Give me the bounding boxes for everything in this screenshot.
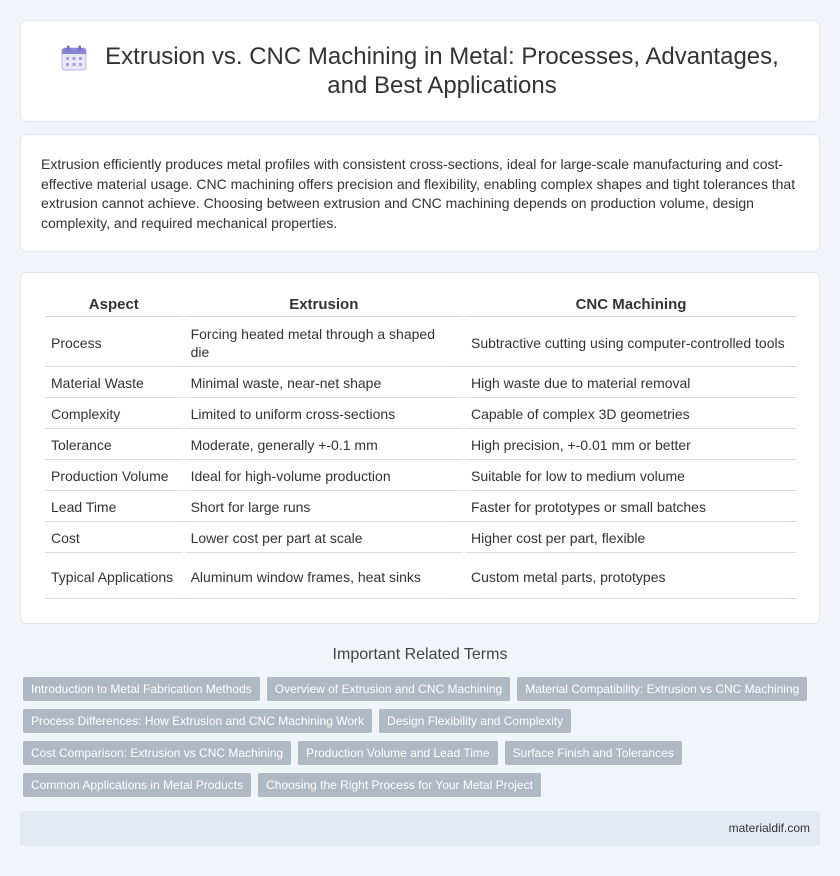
row-extrusion: Ideal for high-volume production [185,462,463,491]
header-card [20,20,820,122]
table-row [45,524,797,553]
related-terms-title: Important Related Terms [332,646,508,663]
row-aspect: Complexity [45,400,183,429]
header-extrusion: Extrusion [185,295,463,317]
related-term-link[interactable]: Process Differences: How Extrusion and CNC Machining Work [23,709,372,733]
row-cnc: Custom metal parts, prototypes [465,555,797,599]
table-row [45,319,797,367]
row-aspect: Production Volume [45,462,183,491]
row-cnc: Capable of complex 3D geometries [465,400,797,429]
table-row [45,369,797,398]
row-aspect: Tolerance [45,431,183,460]
table-row [45,400,797,429]
header-aspect: Aspect [45,295,183,317]
row-aspect: Process [45,319,183,367]
row-extrusion: Forcing heated metal through a shaped die [185,319,463,367]
row-extrusion: Limited to uniform cross-sections [185,400,463,429]
page-title: Extrusion vs. CNC Machining in Metal: Processes, Advantages, and Best Applications [105,43,779,99]
row-cnc: Faster for prototypes or small batches [465,493,797,522]
row-aspect: Typical Applications [45,555,183,599]
related-term-link[interactable]: Design Flexibility and Complexity [379,709,571,733]
table-row [45,462,797,491]
related-term-link[interactable]: Overview of Extrusion and CNC Machining [267,677,510,701]
footer-site-name: materialdif.com [728,821,810,835]
related-term-link[interactable]: Common Applications in Metal Products [23,773,251,797]
table-header-row [45,295,797,317]
row-aspect: Cost [45,524,183,553]
table-row [45,493,797,522]
row-extrusion: Moderate, generally +-0.1 mm [185,431,463,460]
intro-text: Extrusion efficiently produces metal profiles with consistent cross-sections, ideal for large-scale manufacturing and cost-effective material usage. CNC machining offers precision and flexibility, enabling complex shapes and tight tolerances that extrusion cannot achieve. Choosing between extrusion and CNC machining depends on production volume, design complexity, and required mechanical properties. [41,156,796,231]
comparison-table-card [20,272,820,624]
table-row [45,431,797,460]
row-extrusion: Aluminum window frames, heat sinks [185,555,463,599]
row-cnc: High waste due to material removal [465,369,797,398]
comparison-table [43,293,799,601]
row-extrusion: Short for large runs [185,493,463,522]
row-aspect: Lead Time [45,493,183,522]
row-extrusion: Lower cost per part at scale [185,524,463,553]
footer [20,811,820,846]
related-terms-list [23,677,823,805]
header-cnc-machining: CNC Machining [465,295,797,317]
row-extrusion: Minimal waste, near-net shape [185,369,463,398]
related-term-link[interactable]: Introduction to Metal Fabrication Methods [23,677,260,701]
row-cnc: Subtractive cutting using computer-controlled tools [465,319,797,367]
row-aspect: Material Waste [45,369,183,398]
related-term-link[interactable]: Choosing the Right Process for Your Metal Project [258,773,541,797]
row-cnc: Higher cost per part, flexible [465,524,797,553]
related-term-link[interactable]: Material Compatibility: Extrusion vs CNC Machining [517,677,807,701]
calendar-icon [61,45,87,71]
related-term-link[interactable]: Cost Comparison: Extrusion vs CNC Machining [23,741,291,765]
intro-card [20,134,820,252]
row-cnc: High precision, +-0.01 mm or better [465,431,797,460]
row-cnc: Suitable for low to medium volume [465,462,797,491]
related-term-link[interactable]: Production Volume and Lead Time [298,741,497,765]
table-row [45,555,797,599]
related-term-link[interactable]: Surface Finish and Tolerances [505,741,682,765]
